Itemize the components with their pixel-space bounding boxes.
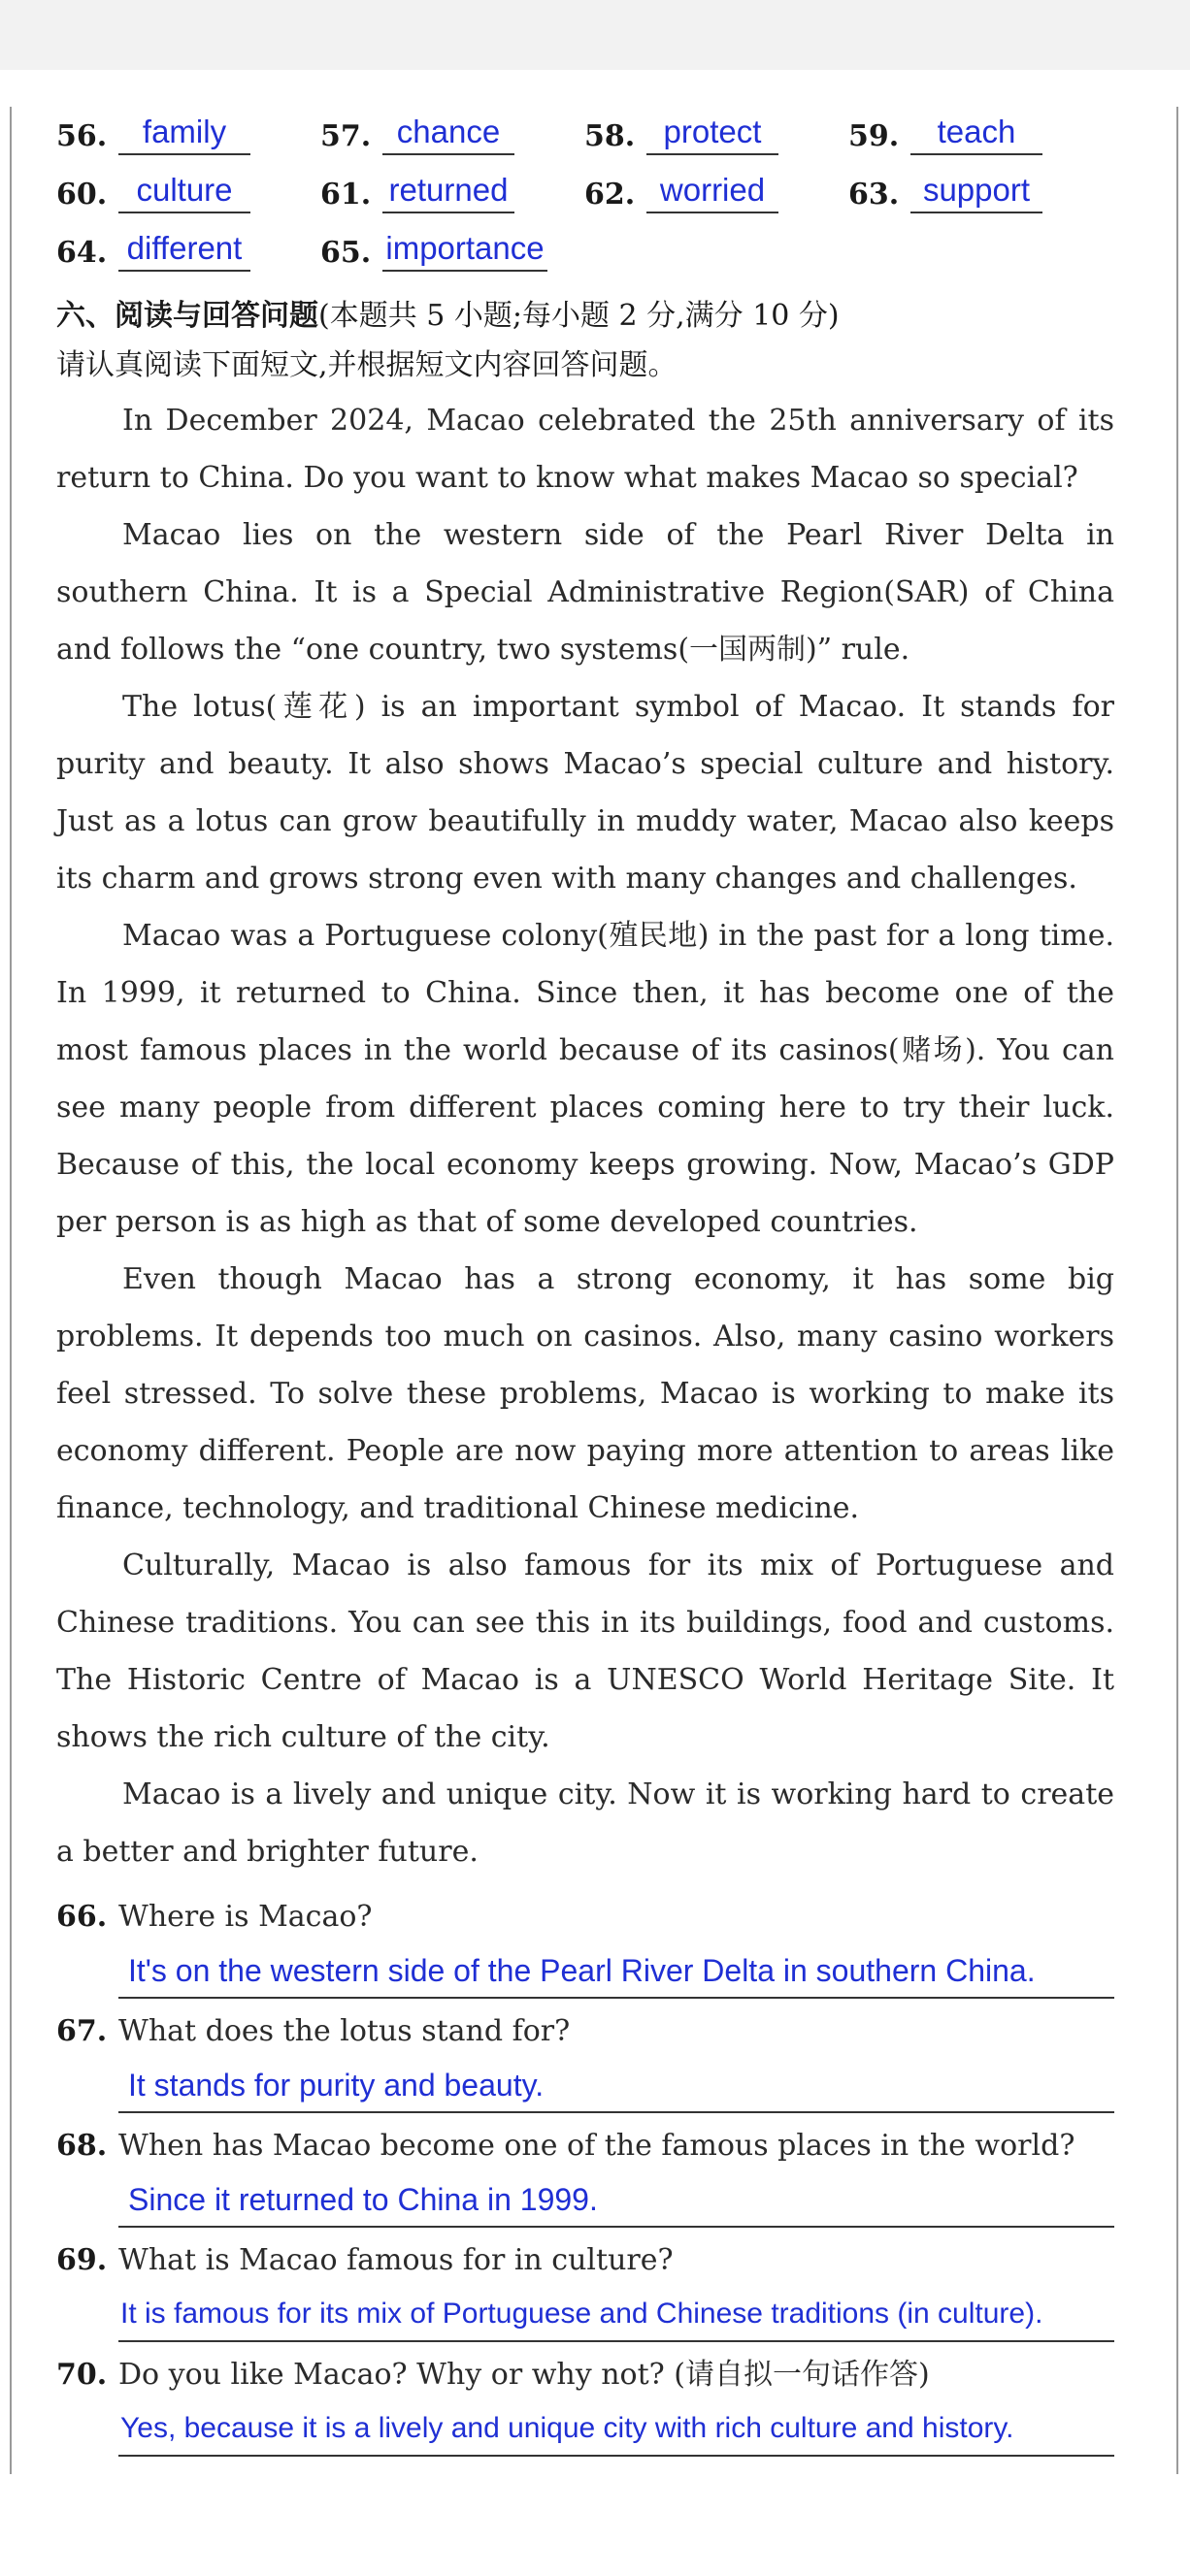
- question-item: [56, 2005, 1114, 2113]
- question-text: When has Macao become one of the famous places in the world?: [118, 2129, 1075, 2163]
- blank-number: 59.: [848, 119, 900, 153]
- blank-item: [848, 169, 1112, 213]
- blank-number: 57.: [320, 119, 372, 153]
- answer-line: It stands for purity and beauty.: [118, 2059, 1114, 2113]
- passage-paragraph: In December 2024, Macao celebrated the 25th anniversary of its return to China. Do you want to know what makes Macao so special?: [56, 404, 1114, 495]
- passage-paragraph: The lotus(莲花) is an important symbol of Macao. It stands for purity and beauty. It also shows Macao’s special culture and history. Just as a lotus can grow beautifully in muddy water, Macao also keeps its charm and grows strong even with many changes and challenges.: [56, 690, 1114, 896]
- answer-line: It is famous for its mix of Portuguese and Chinese traditions (in culture).: [118, 2288, 1114, 2342]
- question-number: 70.: [56, 2358, 108, 2392]
- blank-number: 56.: [56, 119, 108, 153]
- blank-number: 58.: [584, 119, 636, 153]
- blank-row: [56, 97, 1114, 155]
- blank-number: 60.: [56, 178, 108, 212]
- question-item: [56, 1890, 1114, 1999]
- blank-answer: culture: [118, 169, 250, 213]
- questions-list: [56, 1890, 1114, 2457]
- section-heading: [56, 293, 1114, 340]
- question-text: Do you like Macao? Why or why not? (请自拟一句话作答): [118, 2358, 930, 2392]
- blank-item: [320, 169, 584, 213]
- blank-item: [584, 169, 848, 213]
- blank-item: [584, 111, 848, 155]
- blank-number: 65.: [320, 236, 372, 270]
- blank-answer: different: [118, 227, 250, 272]
- blank-item: [848, 111, 1112, 155]
- blank-item: [56, 111, 320, 155]
- answer-line: Since it returned to China in 1999.: [118, 2173, 1114, 2228]
- blank-item: [56, 169, 320, 213]
- section-instruction: 请认真阅读下面短文,并根据短文内容回答问题。: [56, 348, 678, 382]
- passage-paragraph: Even though Macao has a strong economy, it has some big problems. It depends too much on casinos. Also, many casino workers feel stressed. To solve these problems, Macao is working to make its economy different. People are now paying more attention to areas like finance, technology, and traditional Chinese medicine.: [56, 1262, 1114, 1525]
- section-title: 六、阅读与回答问题: [56, 299, 318, 333]
- blank-answer: teach: [910, 111, 1042, 155]
- reading-passage: [56, 392, 1114, 1880]
- blank-answer: protect: [646, 111, 778, 155]
- question-text: Where is Macao?: [118, 1900, 373, 1934]
- passage-paragraph: Macao lies on the western side of the Pearl River Delta in southern China. It is a Special Administrative Region(SAR) of China and follows the “one country, two systems(一国两制)” rule.: [56, 518, 1114, 667]
- blank-number: 63.: [848, 178, 900, 212]
- question-number: 67.: [56, 2014, 108, 2048]
- question-item: [56, 2234, 1114, 2342]
- blank-number: 62.: [584, 178, 636, 212]
- page-border-left: [10, 107, 12, 2474]
- question-number: 66.: [56, 1900, 108, 1934]
- blank-answer: importance: [382, 227, 547, 272]
- blank-answer: returned: [382, 169, 514, 213]
- passage-paragraph: Macao is a lively and unique city. Now it is working hard to create a better and brighter future.: [56, 1777, 1114, 1869]
- blank-answer: worried: [646, 169, 778, 213]
- worksheet-content: [56, 97, 1114, 2462]
- blank-answer: support: [910, 169, 1042, 213]
- blank-row: [56, 155, 1114, 213]
- question-number: 68.: [56, 2129, 108, 2163]
- blank-number: 61.: [320, 178, 372, 212]
- page-border-right: [1176, 107, 1178, 2474]
- answer-line: Yes, because it is a lively and unique city with rich culture and history.: [118, 2402, 1114, 2457]
- blank-row: [56, 213, 1114, 272]
- blank-item: [320, 227, 584, 272]
- answer-line: It's on the western side of the Pearl River Delta in southern China.: [118, 1944, 1114, 1999]
- question-item: [56, 2348, 1114, 2457]
- question-text: What does the lotus stand for?: [118, 2014, 571, 2048]
- blank-answer: chance: [382, 111, 514, 155]
- blank-item: [320, 111, 584, 155]
- passage-paragraph: Macao was a Portuguese colony(殖民地) in the past for a long time. In 1999, it returned to China. Since then, it has become one of the most famous places in the world because of its casinos(赌场). You can see many people from different places coming here to try their luck. Because of this, the local economy keeps growing. Now, Macao’s GDP per person is as high as that of some developed countries.: [56, 919, 1114, 1239]
- passage-paragraph: Culturally, Macao is also famous for its mix of Portuguese and Chinese traditions. You can see this in its buildings, food and customs. The Historic Centre of Macao is a UNESCO World Heritage Site. It shows the rich culture of the city.: [56, 1549, 1114, 1754]
- blank-number: 64.: [56, 236, 108, 270]
- top-margin-band: [0, 0, 1190, 70]
- blank-item: [56, 227, 320, 272]
- question-text: What is Macao famous for in culture?: [118, 2243, 674, 2277]
- question-item: [56, 2119, 1114, 2228]
- question-number: 69.: [56, 2243, 108, 2277]
- section-note: (本题共 5 小题;每小题 2 分,满分 10 分): [318, 299, 840, 333]
- blank-answer: family: [118, 111, 250, 155]
